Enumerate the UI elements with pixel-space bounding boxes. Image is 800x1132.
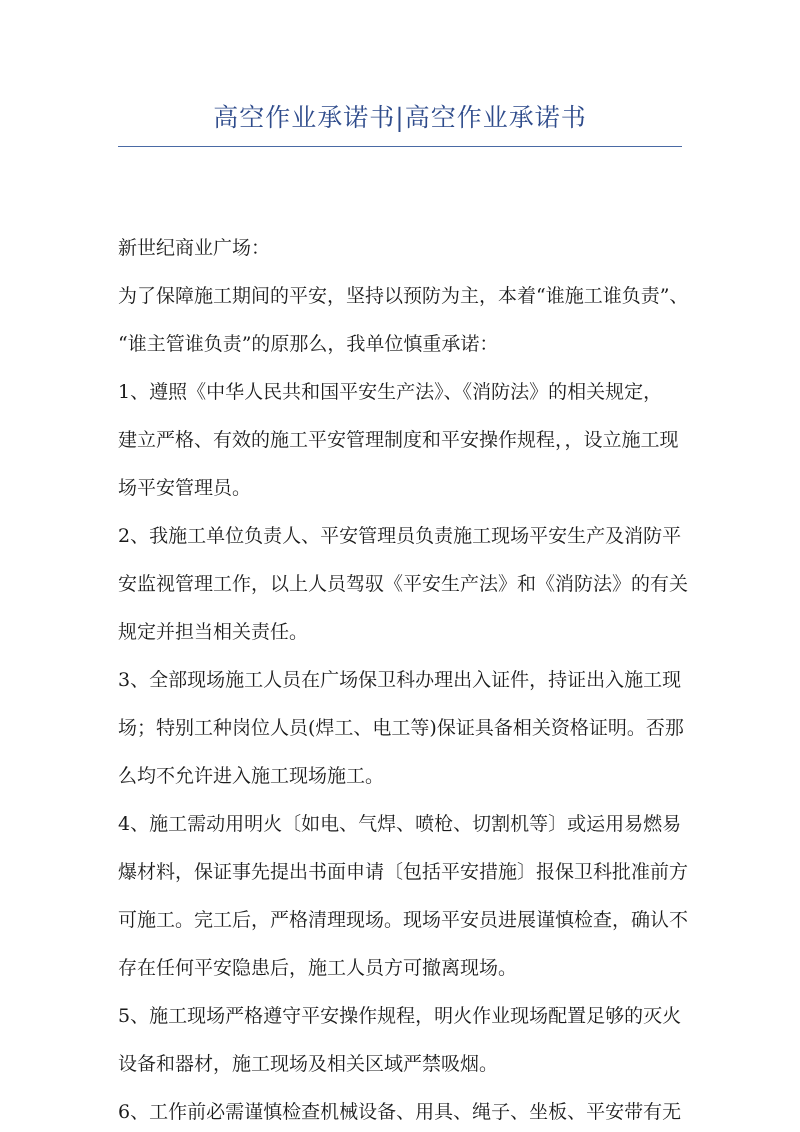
clause-2-line: 规定并担当相关责任。: [118, 621, 309, 643]
clause-4-line: 可施工。完工后，严格清理现场。现场平安员进展谨慎检查，确认不: [118, 909, 688, 931]
paragraph-line: “谁主管谁负责”的原那么，我单位慎重承诺：: [118, 333, 499, 355]
clause-4-line: 爆材料，保证事先提出书面申请〔包括平安措施〕报保卫科批准前方: [118, 861, 688, 883]
clause-6-line: 6、工作前必需谨慎检查机械设备、用具、绳子、坐板、平安带有无: [118, 1101, 682, 1123]
clause-1-line: 场平安管理员。: [118, 477, 252, 499]
clause-3-line: 场；特别工种岗位人员(焊工、电工等)保证具备相关资格证明。否那: [118, 717, 684, 739]
title-underline: [118, 146, 682, 147]
clause-2-line: 安监视管理工作，以上人员驾驭《平安生产法》和《消防法》的有关: [118, 573, 688, 595]
clause-1-line: 1、遵照《中华人民共和国平安生产法》、《消防法》的相关规定，: [118, 381, 663, 403]
document-title: 高空作业承诺书|高空作业承诺书: [213, 103, 587, 132]
addressee-line: 新世纪商业广场：: [118, 237, 271, 259]
clause-1-line: 建立严格、有效的施工平安管理制度和平安操作规程，，设立施工现: [118, 429, 679, 451]
clause-5-line: 5、施工现场严格遵守平安操作规程，明火作业现场配置足够的灭火: [118, 1005, 682, 1027]
clause-3-line: 3、全部现场施工人员在广场保卫科办理出入证件，持证出入施工现: [118, 669, 682, 691]
clause-2-line: 2、我施工单位负责人、平安管理员负责施工现场平安生产及消防平: [118, 525, 682, 547]
document-body: [118, 230, 688, 1131]
paragraph-line: 为了保障施工期间的平安，坚持以预防为主，本着“谁施工谁负责”、: [118, 285, 688, 307]
clause-4-line: 存在任何平安隐患后，施工人员方可撤离现场。: [118, 957, 518, 979]
clause-3-line: 么均不允许进入施工现场施工。: [118, 765, 385, 787]
clause-5-line: 设备和器材，施工现场及相关区域严禁吸烟。: [118, 1053, 499, 1075]
clause-4-line: 4、施工需动用明火〔如电、气焊、喷枪、切割机等〕或运用易燃易: [118, 813, 682, 835]
